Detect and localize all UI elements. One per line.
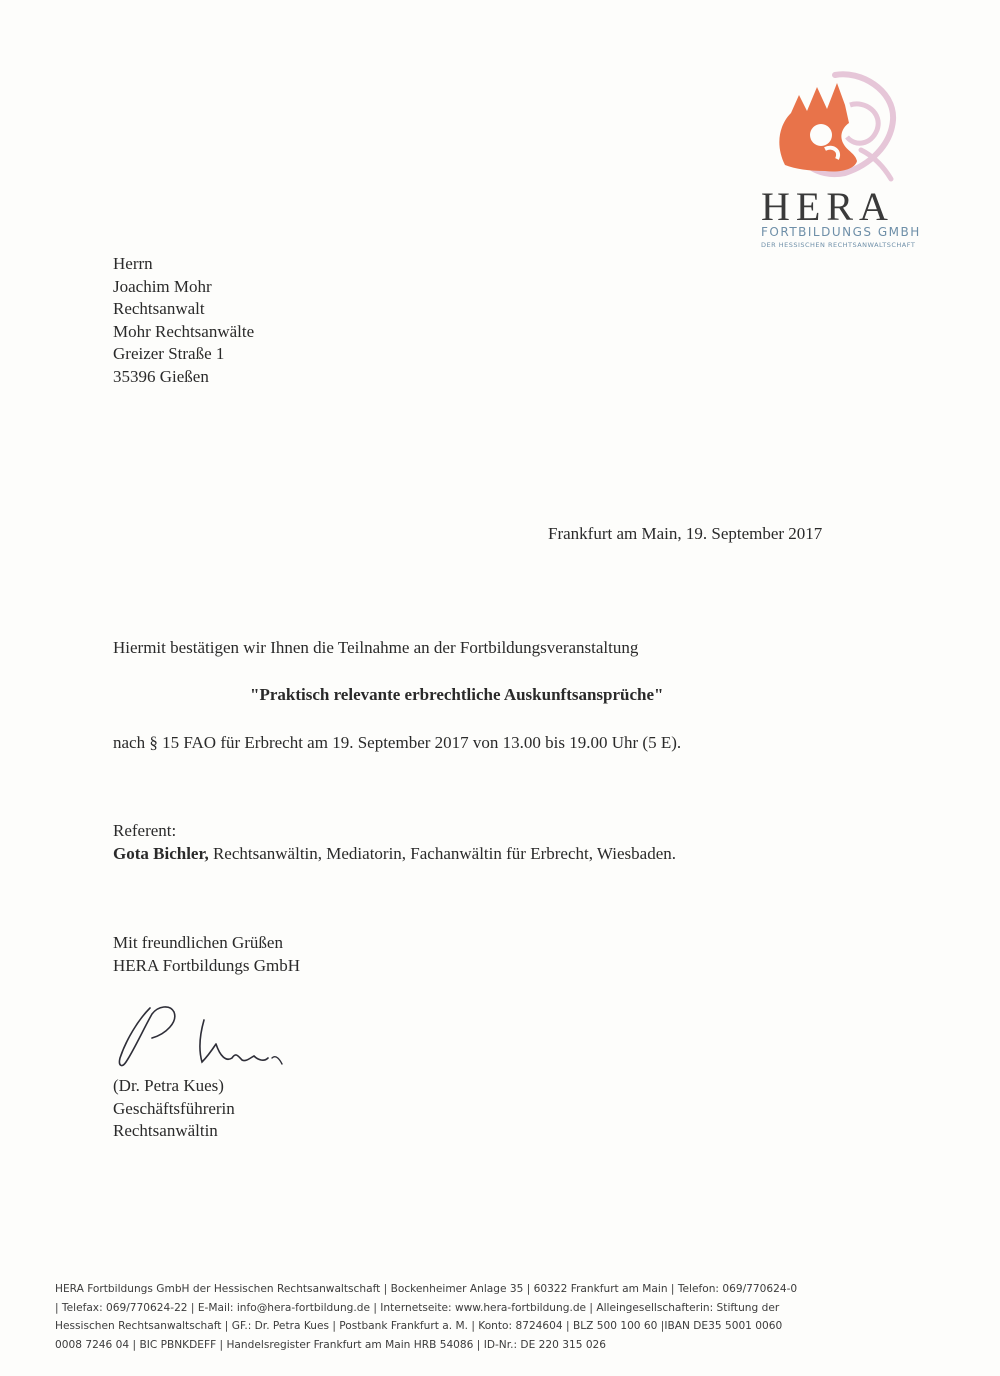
recipient-address xyxy=(113,253,254,389)
closing-block xyxy=(113,932,300,977)
date-line: Frankfurt am Main, 19. September 2017 xyxy=(548,524,823,543)
footer-line-4: 0008 7246 04 | BIC PBNKDEFF | Handelsregister Frankfurt am Main HRB 54086 | ID-Nr.: DE 220 315 026 xyxy=(55,1338,607,1351)
recipient-salutation: Herrn xyxy=(113,254,153,273)
handwritten-signature xyxy=(108,1000,298,1080)
referent-block xyxy=(113,820,676,865)
event-details: nach § 15 FAO für Erbrecht am 19. September 2017 von 13.00 bis 19.00 Uhr (5 E). xyxy=(113,733,682,752)
recipient-street: Greizer Straße 1 xyxy=(113,344,225,364)
logo-wordmark: HERA xyxy=(761,184,894,229)
event-title: "Praktisch relevante erbrechtliche Auskunftsansprüche" xyxy=(250,685,664,704)
signatory-role: Geschäftsführerin xyxy=(113,1098,235,1118)
recipient-name: Joachim Mohr xyxy=(113,276,212,296)
signatory-name: (Dr. Petra Kues) xyxy=(113,1076,224,1095)
footer-line-3: Hessischen Rechtsanwaltschaft | GF.: Dr. Petra Kues | Postbank Frankfurt a. M. | Konto: 8724604 | BLZ 500 100 60 |IBAN DE35 5001 0060 xyxy=(55,1320,783,1332)
footer xyxy=(55,1280,935,1354)
referent-label: Referent: xyxy=(113,821,177,840)
referent-line xyxy=(113,843,676,866)
intro-text: Hiermit bestätigen wir Ihnen die Teilnahme an der Fortbildungsveranstaltung xyxy=(113,638,639,657)
logo-subtitle: FORTBILDUNGS GMBH xyxy=(761,225,921,239)
referent-description: Rechtsanwältin, Mediatorin, Fachanwältin für Erbrecht, Wiesbaden. xyxy=(208,843,677,863)
logo-tagline: DER HESSISCHEN RECHTSANWALTSCHAFT xyxy=(761,241,916,249)
signatory-block xyxy=(113,1075,235,1143)
recipient-city: 35396 Gießen xyxy=(113,366,209,386)
recipient-title: Rechtsanwalt xyxy=(113,299,205,319)
footer-line-2: | Telefax: 069/770624-22 | E-Mail: info@hera-fortbildung.de | Internetseite: www.hera-fortbildung.de | Alleingesellschafterin: Stiftung der xyxy=(55,1301,780,1314)
referent-name: Gota Bichler, xyxy=(113,843,209,863)
recipient-firm: Mohr Rechtsanwälte xyxy=(113,321,255,341)
hera-logo xyxy=(755,65,921,255)
hera-emblem-icon xyxy=(765,65,905,185)
closing-company: HERA Fortbildungs GmbH xyxy=(113,955,301,975)
signatory-title: Rechtsanwältin xyxy=(113,1121,218,1141)
closing-greeting: Mit freundlichen Grüßen xyxy=(113,933,283,952)
footer-line-1: HERA Fortbildungs GmbH der Hessischen Rechtsanwaltschaft | Bockenheimer Anlage 35 | 60322 Frankfurt am Main | Telefon: 069/770624-0 xyxy=(55,1283,798,1295)
